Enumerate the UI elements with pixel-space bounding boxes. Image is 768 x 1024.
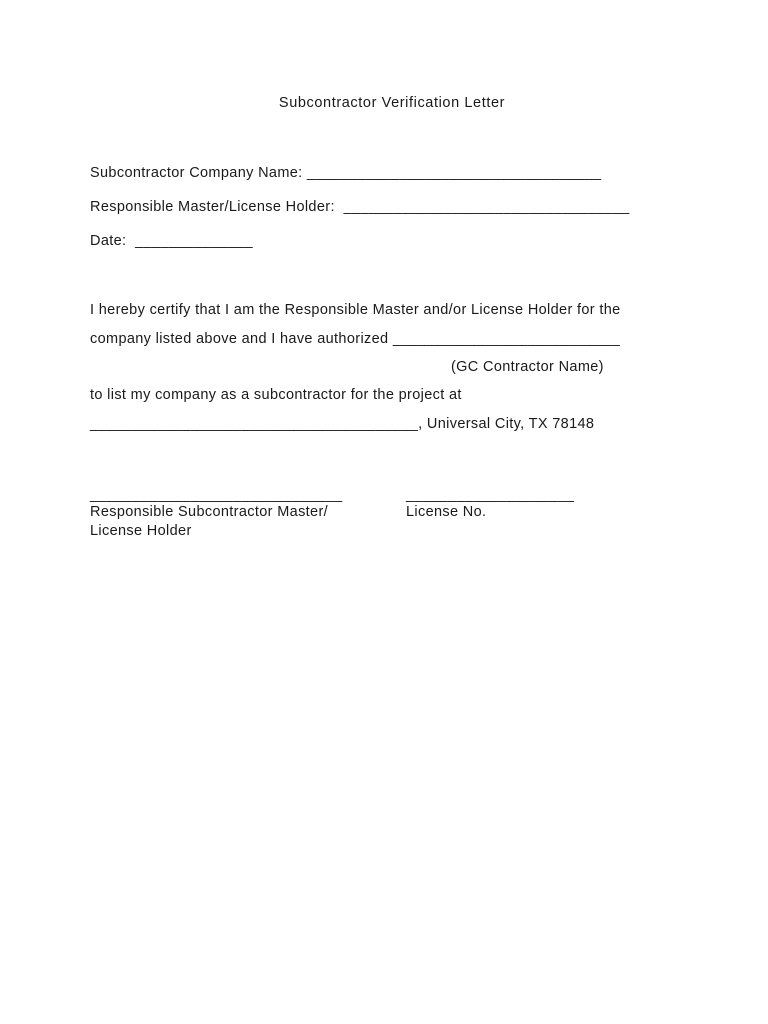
license-number-label: License No. <box>406 504 487 520</box>
gc-contractor-name-label: (GC Contractor Name) <box>451 359 604 375</box>
signature-label: Responsible Subcontractor Master/ <box>90 504 329 520</box>
certification-text-line-1: I hereby certify that I am the Responsible Master and/or License Holder for the <box>90 302 621 318</box>
signature-line: ______________________________ <box>90 487 343 503</box>
license-number-line: ____________________ <box>406 487 575 503</box>
project-address-line: _______________________________________, Universal City, TX 78148 <box>90 416 595 432</box>
company-name-field: Subcontractor Company Name: ___________________________________ <box>90 165 602 181</box>
signature-label-continued: License Holder <box>90 523 192 539</box>
date-field: Date: ______________ <box>90 233 253 249</box>
certification-text-line-3: to list my company as a subcontractor for the project at <box>90 387 462 403</box>
document-title: Subcontractor Verification Letter <box>278 95 506 111</box>
master-license-holder-field: Responsible Master/License Holder: __________________________________ <box>90 199 630 215</box>
certification-text-line-2: company listed above and I have authorized ___________________________ <box>90 331 621 347</box>
